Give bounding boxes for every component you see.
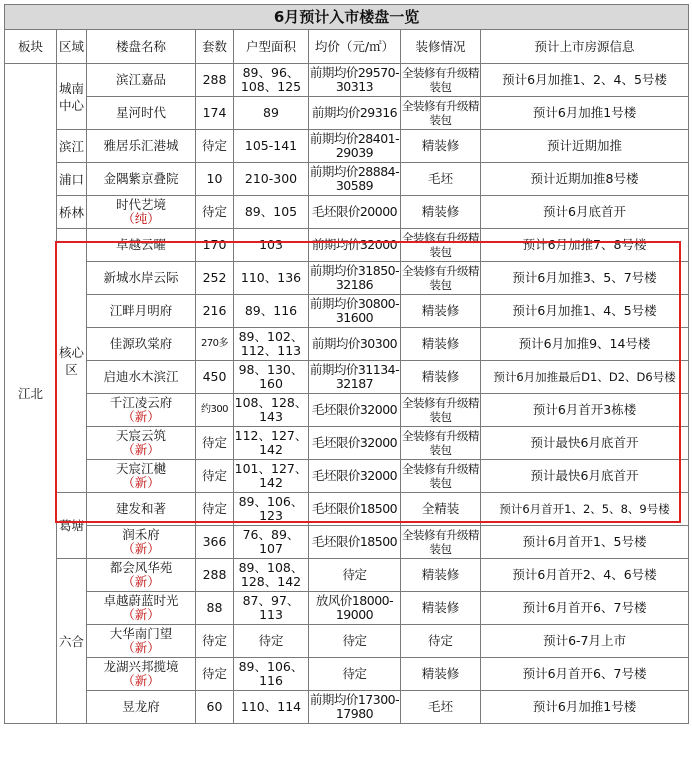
area-cell: 滨江 xyxy=(57,130,87,163)
avg-price: 毛坯限价32000 xyxy=(309,427,401,460)
launch-info: 预计6月加推1号楼 xyxy=(481,97,689,130)
avg-price: 待定 xyxy=(309,625,401,658)
table-row xyxy=(5,262,689,295)
unit-size: 110、136 xyxy=(234,262,309,295)
header-size: 户型面积 xyxy=(234,30,309,64)
unit-count: 366 xyxy=(196,526,234,559)
unit-count: 174 xyxy=(196,97,234,130)
pure-tag: （纯） xyxy=(122,211,160,226)
header-name: 楼盘名称 xyxy=(87,30,196,64)
project-name: 昱龙府 xyxy=(87,691,196,724)
decoration: 全装修有升级精装包 xyxy=(401,229,481,262)
unit-count: 88 xyxy=(196,592,234,625)
launch-info: 预计6月加推1、2、4、5号楼 xyxy=(481,64,689,97)
new-tag: （新） xyxy=(122,673,160,688)
project-name xyxy=(87,526,196,559)
decoration: 全装修有升级精装包 xyxy=(401,526,481,559)
table-row xyxy=(5,97,689,130)
unit-size: 76、89、107 xyxy=(234,526,309,559)
launch-info: 预计近期加推 xyxy=(481,130,689,163)
project-name xyxy=(87,625,196,658)
project-name-text: 卓越蔚蓝时光 xyxy=(103,593,179,608)
avg-price: 前期均价31850-32186 xyxy=(309,262,401,295)
header-price: 均价（元/㎡） xyxy=(309,30,401,64)
new-tag: （新） xyxy=(122,442,160,457)
table-row xyxy=(5,229,689,262)
decoration: 精装修 xyxy=(401,658,481,691)
launch-info: 预计6月底首开 xyxy=(481,196,689,229)
header-info: 预计上市房源信息 xyxy=(481,30,689,64)
unit-count: 270多 xyxy=(196,328,234,361)
unit-size: 89、102、112、113 xyxy=(234,328,309,361)
avg-price: 前期均价28884-30589 xyxy=(309,163,401,196)
decoration: 全装修有升级精装包 xyxy=(401,262,481,295)
table-row xyxy=(5,658,689,691)
unit-size: 98、130、160 xyxy=(234,361,309,394)
launch-info: 预计6月加推3、5、7号楼 xyxy=(481,262,689,295)
launch-info: 预计6月加推9、14号楼 xyxy=(481,328,689,361)
new-tag: （新） xyxy=(122,640,160,655)
unit-size: 89、106、116 xyxy=(234,658,309,691)
unit-size: 210-300 xyxy=(234,163,309,196)
table-row xyxy=(5,625,689,658)
listing-table xyxy=(4,4,689,724)
decoration: 全装修有升级精装包 xyxy=(401,427,481,460)
avg-price: 毛坯限价20000 xyxy=(309,196,401,229)
unit-size: 112、127、142 xyxy=(234,427,309,460)
unit-count: 170 xyxy=(196,229,234,262)
table-row xyxy=(5,196,689,229)
table-row xyxy=(5,691,689,724)
decoration: 精装修 xyxy=(401,130,481,163)
area-cell: 浦口 xyxy=(57,163,87,196)
table-row xyxy=(5,64,689,97)
launch-info: 预计6-7月上市 xyxy=(481,625,689,658)
project-name-text: 千江凌云府 xyxy=(109,395,173,410)
decoration: 全装修有升级精装包 xyxy=(401,64,481,97)
project-name: 新城水岸云际 xyxy=(87,262,196,295)
unit-size: 89、96、108、125 xyxy=(234,64,309,97)
header-board: 板块 xyxy=(5,30,57,64)
unit-count: 60 xyxy=(196,691,234,724)
project-name-text: 龙湖兴邦揽境 xyxy=(103,659,179,674)
table-row xyxy=(5,460,689,493)
avg-price: 待定 xyxy=(309,559,401,592)
unit-size: 105-141 xyxy=(234,130,309,163)
project-name xyxy=(87,592,196,625)
avg-price: 前期均价30800-31600 xyxy=(309,295,401,328)
project-name: 建发和著 xyxy=(87,493,196,526)
table-row xyxy=(5,559,689,592)
project-name: 卓越云曜 xyxy=(87,229,196,262)
launch-info: 预计6月首开1、5号楼 xyxy=(481,526,689,559)
launch-info: 预计最快6月底首开 xyxy=(481,427,689,460)
area-cell: 六合 xyxy=(57,559,87,724)
avg-price: 前期均价28401-29039 xyxy=(309,130,401,163)
launch-info: 预计6月首开6、7号楼 xyxy=(481,658,689,691)
decoration: 精装修 xyxy=(401,295,481,328)
decoration: 毛坯 xyxy=(401,691,481,724)
launch-info: 预计6月首开2、4、6号楼 xyxy=(481,559,689,592)
project-name: 江畔月明府 xyxy=(87,295,196,328)
project-name xyxy=(87,559,196,592)
decoration: 精装修 xyxy=(401,328,481,361)
table-row xyxy=(5,526,689,559)
board-cell: 江北 xyxy=(5,64,57,724)
decoration: 待定 xyxy=(401,625,481,658)
unit-count: 252 xyxy=(196,262,234,295)
table-row xyxy=(5,361,689,394)
decoration: 精装修 xyxy=(401,559,481,592)
launch-info: 预计6月加推1号楼 xyxy=(481,691,689,724)
project-name: 佳源玖棠府 xyxy=(87,328,196,361)
decoration: 全装修有升级精装包 xyxy=(401,394,481,427)
launch-info: 预计近期加推8号楼 xyxy=(481,163,689,196)
decoration: 精装修 xyxy=(401,196,481,229)
project-name: 启迪水木滨江 xyxy=(87,361,196,394)
avg-price: 放风价18000-19000 xyxy=(309,592,401,625)
unit-size: 89、106、123 xyxy=(234,493,309,526)
decoration: 全精装 xyxy=(401,493,481,526)
project-name xyxy=(87,196,196,229)
avg-price: 前期均价30300 xyxy=(309,328,401,361)
table-row xyxy=(5,130,689,163)
project-name: 星河时代 xyxy=(87,97,196,130)
area-cell: 城南中心 xyxy=(57,64,87,130)
project-name-text: 润禾府 xyxy=(122,527,160,542)
new-tag: （新） xyxy=(122,409,160,424)
header-area: 区域 xyxy=(57,30,87,64)
unit-size: 待定 xyxy=(234,625,309,658)
new-tag: （新） xyxy=(122,541,160,556)
unit-count: 待定 xyxy=(196,658,234,691)
table-row xyxy=(5,493,689,526)
new-tag: （新） xyxy=(122,574,160,589)
unit-size: 87、97、113 xyxy=(234,592,309,625)
table-row xyxy=(5,163,689,196)
unit-count: 待定 xyxy=(196,196,234,229)
decoration: 全装修有升级精装包 xyxy=(401,97,481,130)
header-row xyxy=(5,30,689,64)
area-cell: 桥林 xyxy=(57,196,87,229)
unit-size: 89、105 xyxy=(234,196,309,229)
unit-size: 103 xyxy=(234,229,309,262)
unit-size: 108、128、143 xyxy=(234,394,309,427)
table-row xyxy=(5,394,689,427)
avg-price: 毛坯限价32000 xyxy=(309,394,401,427)
avg-price: 毛坯限价32000 xyxy=(309,460,401,493)
project-name xyxy=(87,427,196,460)
unit-size: 89 xyxy=(234,97,309,130)
decoration: 全装修有升级精装包 xyxy=(401,460,481,493)
unit-count: 10 xyxy=(196,163,234,196)
unit-count: 288 xyxy=(196,559,234,592)
unit-count: 约300 xyxy=(196,394,234,427)
project-name xyxy=(87,460,196,493)
unit-count: 待定 xyxy=(196,460,234,493)
unit-size: 89、116 xyxy=(234,295,309,328)
project-name: 金隅紫京叠院 xyxy=(87,163,196,196)
project-name: 雅居乐汇港城 xyxy=(87,130,196,163)
table-row xyxy=(5,328,689,361)
avg-price: 前期均价32000 xyxy=(309,229,401,262)
decoration: 毛坯 xyxy=(401,163,481,196)
avg-price: 前期均价31134-32187 xyxy=(309,361,401,394)
unit-count: 待定 xyxy=(196,493,234,526)
unit-count: 待定 xyxy=(196,427,234,460)
header-count: 套数 xyxy=(196,30,234,64)
launch-info: 预计6月首开3栋楼 xyxy=(481,394,689,427)
decoration: 精装修 xyxy=(401,361,481,394)
project-name: 滨江嘉品 xyxy=(87,64,196,97)
project-name-text: 天宸云筑 xyxy=(115,428,166,443)
area-cell: 葛塘 xyxy=(57,493,87,559)
project-name-text: 大华南门望 xyxy=(109,626,173,641)
unit-count: 216 xyxy=(196,295,234,328)
table-row xyxy=(5,592,689,625)
unit-size: 101、127、142 xyxy=(234,460,309,493)
project-name-text: 天宸江樾 xyxy=(115,461,166,476)
launch-info: 预计6月首开1、2、5、8、9号楼 xyxy=(481,493,689,526)
listing-table-wrapper xyxy=(4,4,688,724)
unit-size: 89、108、128、142 xyxy=(234,559,309,592)
avg-price: 毛坯限价18500 xyxy=(309,493,401,526)
avg-price: 前期均价29316 xyxy=(309,97,401,130)
project-name xyxy=(87,394,196,427)
launch-info: 预计6月加推1、4、5号楼 xyxy=(481,295,689,328)
launch-info: 预计6月首开6、7号楼 xyxy=(481,592,689,625)
avg-price: 待定 xyxy=(309,658,401,691)
launch-info: 预计最快6月底首开 xyxy=(481,460,689,493)
unit-count: 待定 xyxy=(196,625,234,658)
table-row xyxy=(5,295,689,328)
table-row xyxy=(5,427,689,460)
unit-count: 待定 xyxy=(196,130,234,163)
launch-info: 预计6月加推7、8号楼 xyxy=(481,229,689,262)
area-cell: 核心区 xyxy=(57,229,87,493)
unit-count: 288 xyxy=(196,64,234,97)
project-name-text: 都会风华苑 xyxy=(109,560,173,575)
launch-info: 预计6月加推最后D1、D2、D6号楼 xyxy=(481,361,689,394)
avg-price: 毛坯限价18500 xyxy=(309,526,401,559)
table-title: 6月预计入市楼盘一览 xyxy=(5,5,689,30)
avg-price: 前期均价29570-30313 xyxy=(309,64,401,97)
avg-price: 前期均价17300-17980 xyxy=(309,691,401,724)
unit-count: 450 xyxy=(196,361,234,394)
project-name xyxy=(87,658,196,691)
new-tag: （新） xyxy=(122,607,160,622)
header-deco: 装修情况 xyxy=(401,30,481,64)
decoration: 精装修 xyxy=(401,592,481,625)
unit-size: 110、114 xyxy=(234,691,309,724)
new-tag: （新） xyxy=(122,475,160,490)
project-name-text: 时代艺境 xyxy=(115,197,166,212)
